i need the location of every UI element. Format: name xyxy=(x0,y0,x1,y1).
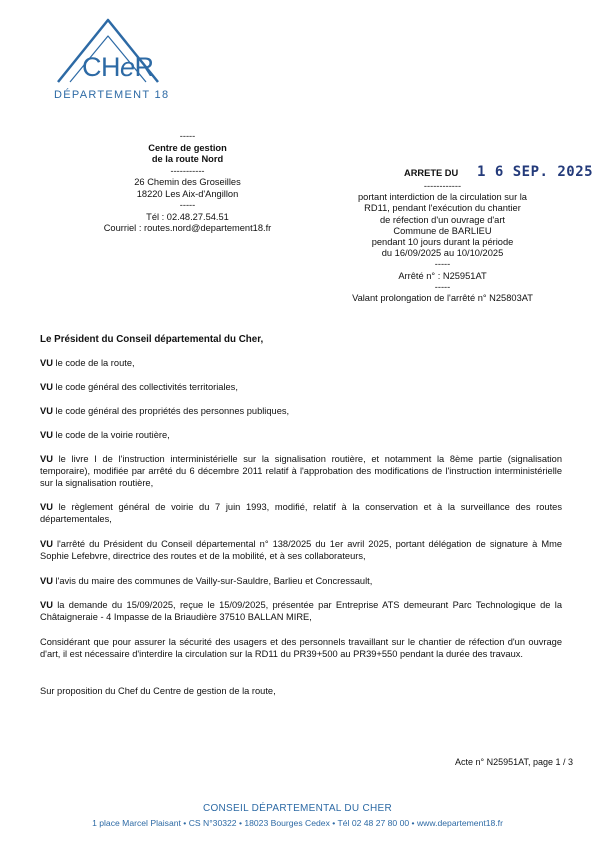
separator: ----- xyxy=(179,131,196,141)
vu-item: VU le règlement général de voirie du 7 juin 1993, modifié, relatif à la conservation et à la surveillance des routes départementales, xyxy=(40,502,562,524)
arrete-line: de réfection d'un ouvrage d'art xyxy=(379,214,505,225)
arrete-prolongation: Valant prolongation de l'arrêté n° N25803AT xyxy=(352,293,533,304)
logo-cher-text: CHeR xyxy=(82,52,154,82)
separator: ----- xyxy=(179,200,196,210)
president-heading: Le Président du Conseil départemental du Cher, xyxy=(40,334,264,345)
vu-item: VU l'avis du maire des communes de Vailly-sur-Sauldre, Barlieu et Concressault, xyxy=(40,576,373,586)
arrete-line: ----- xyxy=(434,281,451,292)
arrete-number: Arrêté n° : N25951AT xyxy=(398,270,487,281)
arrete-line: du 16/09/2025 au 10/10/2025 xyxy=(381,248,504,259)
vu-item: VU le code de la route, xyxy=(40,358,135,368)
arrete-line: ------------ xyxy=(423,181,462,191)
footer-organization: CONSEIL DÉPARTEMENTAL DU CHER xyxy=(202,803,393,814)
arrete-title: ARRETE DU xyxy=(404,168,459,178)
proposition-paragraph: Sur proposition du Chef du Centre de gestion de la route, xyxy=(40,686,276,696)
vu-item: VU le code de la voirie routière, xyxy=(40,430,170,440)
sender-address-2: 18220 Les Aix-d'Angillon xyxy=(136,188,239,199)
sender-address-1: 26 Chemin des Groseilles xyxy=(134,177,241,187)
arrete-line: pendant 10 jours durant la période xyxy=(371,237,514,248)
sender-title-2: de la route Nord xyxy=(151,154,224,164)
page-info: Acte n° N25951AT, page 1 / 3 xyxy=(454,757,573,767)
arrete-line: Commune de BARLIEU xyxy=(393,225,492,236)
vu-item: VU la demande du 15/09/2025, reçue le 15/09/2025, présentée par Entreprise ATS demeurant Parc Technologique de la Châtaigneraie - 4 Impasse de la Briaudière 37510 BALLAN MIRE, xyxy=(40,600,562,622)
vu-item: VU le code général des collectivités territoriales, xyxy=(40,382,238,392)
separator: ----------- xyxy=(170,165,205,176)
considerant-paragraph: Considérant que pour assurer la sécurité des usagers et des personnels travaillant sur le chantier de réfection d'un ouvrage d'art, il est nécessaire d'interdire la circulation sur la RD11 du PR39+500 au PR39+550 pendant la durée des travaux. xyxy=(40,637,562,659)
arrete-block xyxy=(325,181,560,304)
vu-item: VU le code général des propriétés des personnes publiques, xyxy=(40,406,290,416)
logo-department-text: DÉPARTEMENT 18 xyxy=(54,89,170,101)
arrete-line: RD11, pendant l'exécution du chantier xyxy=(364,203,521,214)
arrete-line: portant interdiction de la circulation sur la xyxy=(358,192,527,203)
footer-address: 1 place Marcel Plaisant • CS N°30322 • 18023 Bourges Cedex • Tél 02 48 27 80 00 • www.departement18.fr xyxy=(92,818,503,828)
vu-item: VU l'arrêté du Président du Conseil départemental n° 138/2025 du 1er avril 2025, portant délégation de signature à Mme Sophie Lefebvre, directrice des routes et de la mobilité, et à ses collaborateurs, xyxy=(40,539,562,561)
arrete-line: ----- xyxy=(434,259,451,270)
date-stamp: 1 6 SEP. 2025 xyxy=(477,164,594,180)
vu-item: VU le livre I de l'instruction interministérielle sur la signalisation routière, et notamment la 8ème partie (signalisation temporaire), modifiée par arrêté du 6 décembre 2011 relatif à l'approbation des modifications de l'instruction interministérielle sur la signalisation routière, xyxy=(40,454,562,488)
sender-email: Courriel : routes.nord@departement18.fr xyxy=(103,223,272,233)
sender-title-1: Centre de gestion xyxy=(148,142,227,153)
sender-block xyxy=(95,131,280,235)
sender-phone: Tél : 02.48.27.54.51 xyxy=(146,211,229,222)
